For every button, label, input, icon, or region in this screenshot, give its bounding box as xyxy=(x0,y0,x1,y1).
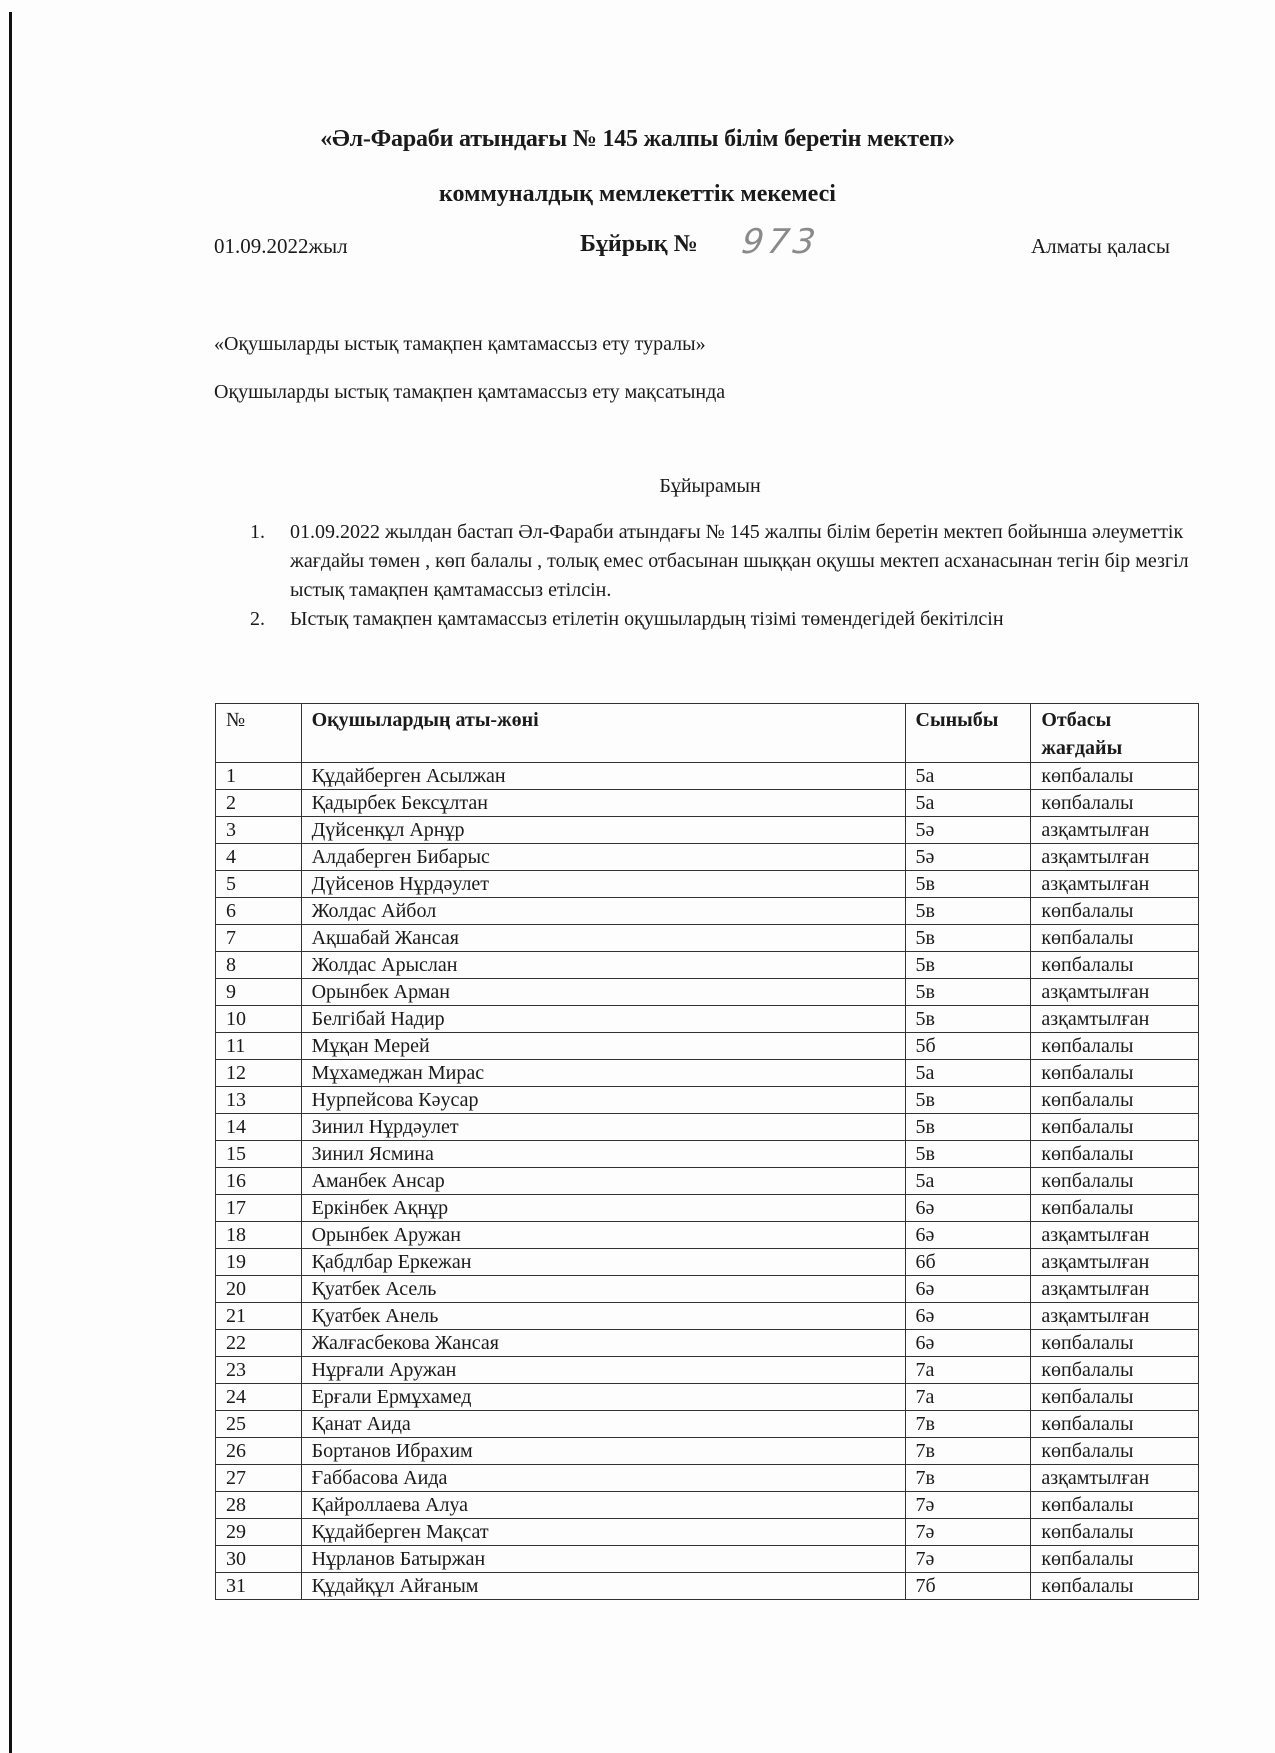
cell-number: 22 xyxy=(216,1330,302,1357)
cell-class: 6ә xyxy=(905,1303,1031,1330)
table-row xyxy=(216,1438,1199,1465)
cell-class: 5в xyxy=(905,898,1031,925)
header-name: Оқушылардың аты-жөні xyxy=(301,704,905,763)
students-table xyxy=(215,703,1199,1600)
cell-number: 9 xyxy=(216,979,302,1006)
cell-student-name: Құдайберген Мақсат xyxy=(301,1519,905,1546)
cell-family-status: азқамтылған xyxy=(1031,1249,1199,1276)
cell-family-status: азқамтылған xyxy=(1031,1303,1199,1330)
cell-class: 5в xyxy=(905,925,1031,952)
cell-student-name: Мұқан Мерей xyxy=(301,1033,905,1060)
cell-class: 5а xyxy=(905,763,1031,790)
cell-class: 7в xyxy=(905,1411,1031,1438)
table-row xyxy=(216,1141,1199,1168)
cell-class: 5в xyxy=(905,1087,1031,1114)
cell-number: 14 xyxy=(216,1114,302,1141)
cell-class: 7ә xyxy=(905,1492,1031,1519)
cell-class: 5в xyxy=(905,871,1031,898)
cell-student-name: Қадырбек Бексұлтан xyxy=(301,790,905,817)
cell-number: 24 xyxy=(216,1384,302,1411)
cell-family-status: көпбалалы xyxy=(1031,925,1199,952)
table-row xyxy=(216,1384,1199,1411)
cell-family-status: көпбалалы xyxy=(1031,1492,1199,1519)
cell-family-status: көпбалалы xyxy=(1031,1519,1199,1546)
cell-student-name: Орынбек Арман xyxy=(301,979,905,1006)
cell-student-name: Нұрланов Батыржан xyxy=(301,1546,905,1573)
cell-student-name: Қабдлбар Еркежан xyxy=(301,1249,905,1276)
table-row xyxy=(216,1330,1199,1357)
cell-family-status: азқамтылған xyxy=(1031,871,1199,898)
cell-family-status: көпбалалы xyxy=(1031,1141,1199,1168)
cell-number: 16 xyxy=(216,1168,302,1195)
cell-class: 5в xyxy=(905,952,1031,979)
cell-student-name: Алдаберген Бибарыс xyxy=(301,844,905,871)
cell-student-name: Зинил Нұрдәулет xyxy=(301,1114,905,1141)
cell-number: 19 xyxy=(216,1249,302,1276)
cell-number: 4 xyxy=(216,844,302,871)
cell-class: 7б xyxy=(905,1573,1031,1600)
table-row xyxy=(216,898,1199,925)
cell-number: 21 xyxy=(216,1303,302,1330)
table-row xyxy=(216,1492,1199,1519)
table-row xyxy=(216,1006,1199,1033)
cell-student-name: Дүйсенқұл Арнұр xyxy=(301,817,905,844)
cell-number: 23 xyxy=(216,1357,302,1384)
cell-number: 17 xyxy=(216,1195,302,1222)
cell-family-status: азқамтылған xyxy=(1031,844,1199,871)
table-row xyxy=(216,817,1199,844)
cell-family-status: көпбалалы xyxy=(1031,1330,1199,1357)
cell-class: 6ә xyxy=(905,1330,1031,1357)
cell-family-status: көпбалалы xyxy=(1031,1357,1199,1384)
table-row xyxy=(216,1033,1199,1060)
cell-number: 5 xyxy=(216,871,302,898)
cell-class: 5в xyxy=(905,1141,1031,1168)
cell-class: 7а xyxy=(905,1384,1031,1411)
cell-student-name: Ғаббасова Аида xyxy=(301,1465,905,1492)
cell-student-name: Құдайқұл Айғаным xyxy=(301,1573,905,1600)
cell-family-status: көпбалалы xyxy=(1031,790,1199,817)
cell-class: 6б xyxy=(905,1249,1031,1276)
table-header-row xyxy=(216,704,1199,763)
cell-family-status: азқамтылған xyxy=(1031,979,1199,1006)
point-text: Ыстық тамақпен қамтамассыз етілетін оқушылардың тізімі төмендегідей бекітілсін xyxy=(290,608,1004,630)
table-row xyxy=(216,1519,1199,1546)
cell-number: 15 xyxy=(216,1141,302,1168)
order-label: Бұйрық № xyxy=(580,231,698,257)
table-row xyxy=(216,1411,1199,1438)
order-date: 01.09.2022жыл xyxy=(214,234,348,258)
scan-edge-shadow xyxy=(9,12,12,1753)
cell-class: 6ә xyxy=(905,1222,1031,1249)
cell-family-status: көпбалалы xyxy=(1031,1114,1199,1141)
cell-class: 5а xyxy=(905,1168,1031,1195)
cell-family-status: көпбалалы xyxy=(1031,1168,1199,1195)
table-row xyxy=(216,1249,1199,1276)
cell-number: 2 xyxy=(216,790,302,817)
cell-family-status: көпбалалы xyxy=(1031,763,1199,790)
cell-number: 18 xyxy=(216,1222,302,1249)
table-row xyxy=(216,952,1199,979)
cell-class: 5в xyxy=(905,1006,1031,1033)
cell-class: 6ә xyxy=(905,1195,1031,1222)
cell-number: 26 xyxy=(216,1438,302,1465)
cell-number: 13 xyxy=(216,1087,302,1114)
header-class: Сыныбы xyxy=(905,704,1031,763)
cell-class: 5ә xyxy=(905,844,1031,871)
cell-number: 29 xyxy=(216,1519,302,1546)
table-row xyxy=(216,1060,1199,1087)
cell-number: 6 xyxy=(216,898,302,925)
table-body xyxy=(216,763,1199,1600)
cell-student-name: Жалғасбекова Жансая xyxy=(301,1330,905,1357)
cell-class: 5б xyxy=(905,1033,1031,1060)
cell-family-status: көпбалалы xyxy=(1031,1411,1199,1438)
cell-number: 31 xyxy=(216,1573,302,1600)
table-row xyxy=(216,1303,1199,1330)
cell-family-status: азқамтылған xyxy=(1031,1006,1199,1033)
cell-family-status: азқамтылған xyxy=(1031,1222,1199,1249)
table-row xyxy=(216,871,1199,898)
cell-family-status: көпбалалы xyxy=(1031,1087,1199,1114)
cell-number: 12 xyxy=(216,1060,302,1087)
cell-student-name: Жолдас Айбол xyxy=(301,898,905,925)
cell-class: 7ә xyxy=(905,1546,1031,1573)
table-row xyxy=(216,925,1199,952)
cell-student-name: Аманбек Ансар xyxy=(301,1168,905,1195)
cell-number: 27 xyxy=(216,1465,302,1492)
cell-class: 7а xyxy=(905,1357,1031,1384)
cell-family-status: азқамтылған xyxy=(1031,817,1199,844)
table-row xyxy=(216,1573,1199,1600)
table-row xyxy=(216,1168,1199,1195)
cell-student-name: Дүйсенов Нұрдәулет xyxy=(301,871,905,898)
cell-number: 7 xyxy=(216,925,302,952)
cell-number: 30 xyxy=(216,1546,302,1573)
table-row xyxy=(216,763,1199,790)
cell-student-name: Нурпейсова Кәусар xyxy=(301,1087,905,1114)
order-purpose: Оқушыларды ыстық тамақпен қамтамассыз ету мақсатында xyxy=(214,381,726,403)
order-subject: «Оқушыларды ыстық тамақпен қамтамассыз ету туралы» xyxy=(214,333,706,355)
table-row xyxy=(216,979,1199,1006)
cell-student-name: Жолдас Арыслан xyxy=(301,952,905,979)
cell-student-name: Ерғали Ермұхамед xyxy=(301,1384,905,1411)
cell-class: 5а xyxy=(905,1060,1031,1087)
order-city: Алматы қаласы xyxy=(1030,234,1170,258)
cell-student-name: Мұхамеджан Мирас xyxy=(301,1060,905,1087)
cell-family-status: көпбалалы xyxy=(1031,1384,1199,1411)
table-row xyxy=(216,1087,1199,1114)
cell-student-name: Қайроллаева Алуа xyxy=(301,1492,905,1519)
cell-family-status: көпбалалы xyxy=(1031,1195,1199,1222)
institution-type-title: коммуналдық мемлекеттік мекемесі xyxy=(439,181,836,207)
header-number: № xyxy=(216,704,302,763)
order-point xyxy=(250,518,1190,605)
order-point xyxy=(250,605,1190,634)
order-points-list xyxy=(250,518,1190,634)
cell-family-status: көпбалалы xyxy=(1031,1060,1199,1087)
cell-family-status: көпбалалы xyxy=(1031,1573,1199,1600)
cell-number: 3 xyxy=(216,817,302,844)
table-row xyxy=(216,1276,1199,1303)
cell-student-name: Еркінбек Ақнұр xyxy=(301,1195,905,1222)
cell-family-status: көпбалалы xyxy=(1031,952,1199,979)
table-row xyxy=(216,1357,1199,1384)
cell-number: 1 xyxy=(216,763,302,790)
cell-student-name: Ақшабай Жансая xyxy=(301,925,905,952)
cell-class: 5ә xyxy=(905,817,1031,844)
cell-student-name: Орынбек Аружан xyxy=(301,1222,905,1249)
table-row xyxy=(216,1114,1199,1141)
cell-class: 7ә xyxy=(905,1519,1031,1546)
cell-number: 11 xyxy=(216,1033,302,1060)
cell-student-name: Нұрғали Аружан xyxy=(301,1357,905,1384)
table-row xyxy=(216,844,1199,871)
cell-family-status: азқамтылған xyxy=(1031,1465,1199,1492)
cell-student-name: Қанат Аида xyxy=(301,1411,905,1438)
cell-family-status: көпбалалы xyxy=(1031,1546,1199,1573)
cell-class: 7в xyxy=(905,1438,1031,1465)
cell-family-status: көпбалалы xyxy=(1031,898,1199,925)
cell-class: 7в xyxy=(905,1465,1031,1492)
cell-student-name: Белгібай Надир xyxy=(301,1006,905,1033)
cell-class: 6ә xyxy=(905,1276,1031,1303)
point-number: 1. xyxy=(250,521,265,543)
cell-class: 5в xyxy=(905,979,1031,1006)
table-row xyxy=(216,1195,1199,1222)
cell-student-name: Бортанов Ибрахим xyxy=(301,1438,905,1465)
cell-student-name: Құдайберген Асылжан xyxy=(301,763,905,790)
cell-number: 8 xyxy=(216,952,302,979)
point-number: 2. xyxy=(250,608,265,630)
cell-number: 25 xyxy=(216,1411,302,1438)
cell-class: 5в xyxy=(905,1114,1031,1141)
table-row xyxy=(216,1546,1199,1573)
cell-family-status: көпбалалы xyxy=(1031,1438,1199,1465)
cell-student-name: Қуатбек Анель xyxy=(301,1303,905,1330)
school-name-title: «Әл-Фараби атындағы № 145 жалпы білім беретін мектеп» xyxy=(320,126,955,152)
header-family-status: Отбасы жағдайы xyxy=(1031,704,1199,763)
point-text: 01.09.2022 жылдан бастап Әл-Фараби атындағы № 145 жалпы білім беретін мектеп бойынша әлеуметтік жағдайы төмен , көп балалы , толық емес отбасынан шыққан оқушы мектеп асханасынан тегін бір мезгіл ыстық тамақпен қамтамассыз етілсін. xyxy=(290,521,1189,601)
table-row xyxy=(216,1222,1199,1249)
cell-number: 20 xyxy=(216,1276,302,1303)
order-number-handwritten: 973 xyxy=(739,222,822,262)
order-meta-row xyxy=(0,222,1275,264)
cell-number: 28 xyxy=(216,1492,302,1519)
cell-family-status: көпбалалы xyxy=(1031,1033,1199,1060)
cell-student-name: Зинил Ясмина xyxy=(301,1141,905,1168)
cell-student-name: Қуатбек Асель xyxy=(301,1276,905,1303)
cell-family-status: азқамтылған xyxy=(1031,1276,1199,1303)
table-row xyxy=(216,1465,1199,1492)
decree-heading: Бұйырамын xyxy=(659,475,761,497)
cell-number: 10 xyxy=(216,1006,302,1033)
table-row xyxy=(216,790,1199,817)
cell-class: 5а xyxy=(905,790,1031,817)
